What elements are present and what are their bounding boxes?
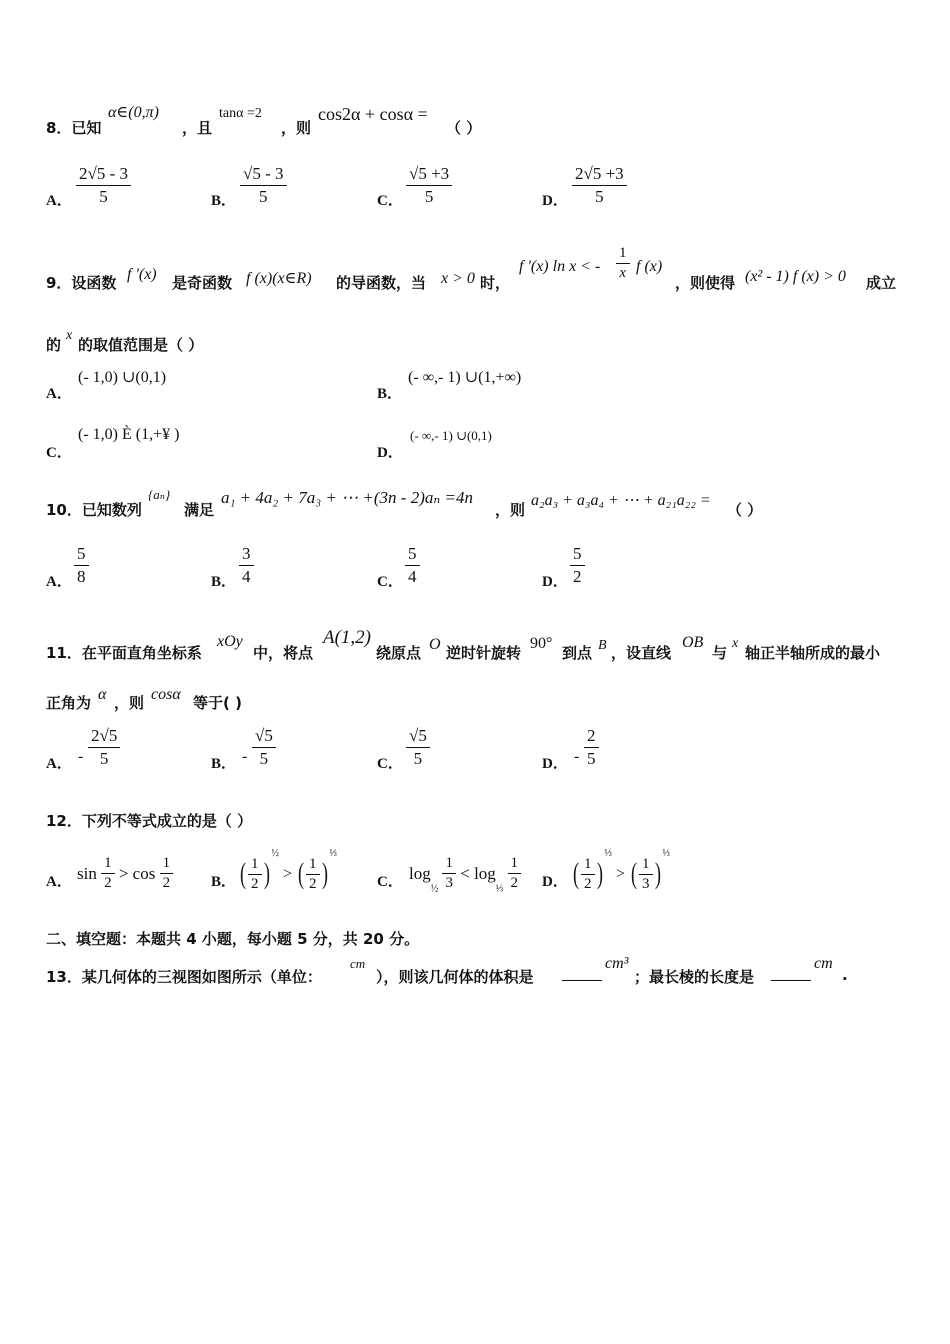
q11-option-a-label: A． xyxy=(46,756,72,772)
q9-frac-num: 1 xyxy=(616,245,630,264)
q11-option-b-sign: - xyxy=(242,748,248,765)
q11-line2-a: 正角为 xyxy=(46,694,92,712)
q12-option-c-expr: $\log_{\frac{1}{2}}$ $\frac{1}{3}$ < $\log_{\frac{1}{3}}$ $\frac{1}{2}$ xyxy=(409,855,521,895)
q8-then: ，则 xyxy=(281,119,312,137)
q11-cos: cosα xyxy=(151,686,181,703)
q9-fprime: f '(x) xyxy=(127,266,157,283)
q11-origin: O xyxy=(429,636,441,653)
q8-option-c xyxy=(406,164,452,206)
q8-option-c-den: 5 xyxy=(424,186,434,206)
q10-option-a-num: 5 xyxy=(74,544,89,566)
q11-option-d xyxy=(584,726,599,768)
section-2-heading: 二、填空题：本题共 4 小题，每小题 5 分，共 20 分。 xyxy=(46,930,420,948)
q10-option-c xyxy=(405,544,420,586)
q10-option-b-label: B． xyxy=(211,574,237,590)
q10-option-a xyxy=(74,544,89,586)
q12-stem: 12．下列不等式成立的是（ ） xyxy=(46,812,253,830)
q8-option-b-num: √5 - 3 xyxy=(240,164,287,186)
q9-inequality-right: f (x) xyxy=(636,258,663,275)
q9-target: (x² - 1) f (x) > 0 xyxy=(745,268,846,285)
q8-option-b-label: B． xyxy=(211,193,237,209)
q8-option-b xyxy=(240,164,287,206)
q10-option-c-num: 5 xyxy=(405,544,420,566)
q11-prefix: 11．在平面直角坐标系 xyxy=(46,644,202,662)
q11-text-2: 绕原点 xyxy=(376,644,422,662)
q13-text-2: ；最长棱的长度是 xyxy=(634,968,755,986)
q10-answer-paren: （ ） xyxy=(727,501,763,519)
q13-unit: cm xyxy=(350,956,366,971)
q11-option-a xyxy=(88,726,120,768)
q11-option-c-label: C． xyxy=(377,756,403,772)
q8-option-a-label: A． xyxy=(46,193,72,209)
q8-option-d-num: 2√5 +3 xyxy=(572,164,627,186)
q10-option-d-den: 2 xyxy=(573,566,582,586)
q12-option-b-label: B． xyxy=(211,874,237,890)
q11-option-b-label: B． xyxy=(211,756,237,772)
q11-option-c-den: 5 xyxy=(413,748,423,768)
q11-option-d-num: 2 xyxy=(584,726,599,748)
q11-option-a-den: 5 xyxy=(99,748,109,768)
q8-condition: α∈(0,π) xyxy=(108,104,159,121)
q11-line2-b: ，则 xyxy=(114,694,145,712)
q9-option-b-text: (- ∞,- 1) ∪(1,+∞) xyxy=(408,369,522,386)
q9-option-a-label: A． xyxy=(46,386,72,402)
q9-text-2: 的导函数，当 xyxy=(336,274,427,292)
q9-option-b-label: B． xyxy=(377,386,403,402)
q13-unit-cubed: cm³ xyxy=(605,955,629,972)
q11-text-4: 到点 xyxy=(562,644,593,662)
q12-option-a-expr: sin $\frac{1}{2}$ > cos $\frac{1}{2}$ xyxy=(77,855,173,893)
q10-option-c-label: C． xyxy=(377,574,403,590)
q8-option-d-den: 5 xyxy=(595,186,604,206)
q10-option-d-label: D． xyxy=(542,574,568,590)
q11-text-7: 轴正半轴所成的最小 xyxy=(745,644,881,662)
q11-coordinate-system: xOy xyxy=(217,633,243,650)
q11-point-b: B xyxy=(598,638,607,653)
q10-text-1: 满足 xyxy=(184,501,215,519)
q8-tan: tanα =2 xyxy=(219,106,262,121)
q8-option-c-num: √5 +3 xyxy=(406,164,452,186)
q10-equation: a₁ + 4a₂ + 7a₃ + ⋯ +(3n - 2)aₙ =4n xyxy=(221,488,473,507)
q12-option-b-expr: ( $\frac{1}{2}$ )$^{\frac{1}{2}}$ > ( $\frac{1}{2}$ )$^{\frac{1}{3}}$ xyxy=(240,848,338,892)
q9-inequality-fraction xyxy=(616,245,630,283)
q10-prefix: 10．已知数列 xyxy=(46,501,142,519)
q8-option-d xyxy=(572,164,627,206)
q9-option-c-label: C． xyxy=(46,445,72,461)
q11-option-c-num: √5 xyxy=(406,726,430,748)
q11-option-b-den: 5 xyxy=(259,748,269,768)
q10-option-a-den: 8 xyxy=(77,566,86,586)
q10-option-b xyxy=(239,544,254,586)
q9-option-d-label: D． xyxy=(377,445,403,461)
q11-line2-c: 等于( ) xyxy=(193,694,242,712)
q13-unit-end: cm xyxy=(814,955,833,972)
q8-answer-paren: （ ） xyxy=(446,119,482,137)
q8-and: ，且 xyxy=(182,119,213,137)
q11-option-a-num: 2√5 xyxy=(88,726,120,748)
q11-text-5: ，设直线 xyxy=(611,644,672,662)
q8-option-a-den: 5 xyxy=(99,186,108,206)
q11-option-c xyxy=(406,726,430,768)
q13-prefix: 13．某几何体的三视图如图所示（单位： xyxy=(46,968,322,986)
q10-option-c-den: 4 xyxy=(408,566,417,586)
q13-volume-blank[interactable] xyxy=(562,966,602,985)
q10-expression: a₂a₃ + a₃a₄ + ⋯ + a₂₁a₂₂ = xyxy=(531,492,711,509)
q12-option-d-expr: ( $\frac{1}{2}$ )$^{\frac{1}{3}}$ > ( $\frac{1}{3}$ )$^{\frac{1}{3}}$ xyxy=(573,848,671,892)
q11-text-6: 与 xyxy=(712,644,728,662)
q13-text-1: ），则该几何体的体积是 xyxy=(376,968,534,986)
q10-option-a-label: A． xyxy=(46,574,72,590)
q11-text-3: 逆时针旋转 xyxy=(446,644,522,662)
q11-angle: 90° xyxy=(530,635,553,652)
q11-alpha: α xyxy=(98,686,107,703)
q11-option-d-label: D． xyxy=(542,756,568,772)
q9-option-c-text: (- 1,0) È (1,+¥ ) xyxy=(78,426,180,443)
q10-sequence: {aₙ} xyxy=(148,487,171,502)
q8-option-d-label: D． xyxy=(542,193,568,209)
q11-option-a-sign: - xyxy=(78,748,84,765)
q9-line2-b: 的取值范围是（ ） xyxy=(78,336,204,354)
q12-option-d-label: D． xyxy=(542,874,568,890)
q9-text-5: 成立 xyxy=(866,274,897,292)
q9-line2-x: x xyxy=(66,328,73,343)
q13-end: . xyxy=(842,966,848,984)
q11-option-d-sign: - xyxy=(574,748,580,765)
q10-option-d xyxy=(570,544,585,586)
q8-option-b-den: 5 xyxy=(259,186,268,206)
q8-prefix: 8．已知 xyxy=(46,119,102,137)
q9-text-1: 是奇函数 xyxy=(172,274,233,292)
q11-option-b-num: √5 xyxy=(252,726,276,748)
q9-inequality-left: f '(x) ln x < - xyxy=(519,258,601,275)
q9-text-4: ，则使得 xyxy=(675,274,736,292)
q11-text-1: 中，将点 xyxy=(253,644,314,662)
q9-condition: x > 0 xyxy=(441,270,475,287)
q8-option-a-num: 2√5 - 3 xyxy=(76,164,131,186)
q9-option-a-text: (- 1,0) ∪(0,1) xyxy=(78,369,167,386)
q10-option-b-den: 4 xyxy=(242,566,251,586)
q10-option-d-num: 5 xyxy=(570,544,585,566)
q8-expression: cos2α + cosα = xyxy=(318,104,428,124)
q8-option-a xyxy=(76,164,131,206)
q11-point-a: A(1,2) xyxy=(323,627,372,648)
q9-line2-a: 的 xyxy=(46,336,62,354)
q9-text-3: 时， xyxy=(480,274,511,292)
q9-option-d-text: (- ∞,- 1) ∪(0,1) xyxy=(410,428,492,443)
q10-option-b-num: 3 xyxy=(239,544,254,566)
q9-function: f (x)(x∈R) xyxy=(246,270,312,287)
q11-option-b xyxy=(252,726,276,768)
q11-x-axis: x xyxy=(732,636,739,651)
q10-then: ，则 xyxy=(495,501,526,519)
q11-option-d-den: 5 xyxy=(587,748,596,768)
q12-option-c-label: C． xyxy=(377,874,403,890)
q9-frac-den: x xyxy=(619,265,627,282)
q9-prefix: 9．设函数 xyxy=(46,274,117,292)
q13-length-blank[interactable] xyxy=(771,966,811,985)
q11-line-ob: OB xyxy=(682,634,704,651)
q8-option-c-label: C． xyxy=(377,193,403,209)
q12-option-a-label: A． xyxy=(46,874,72,890)
